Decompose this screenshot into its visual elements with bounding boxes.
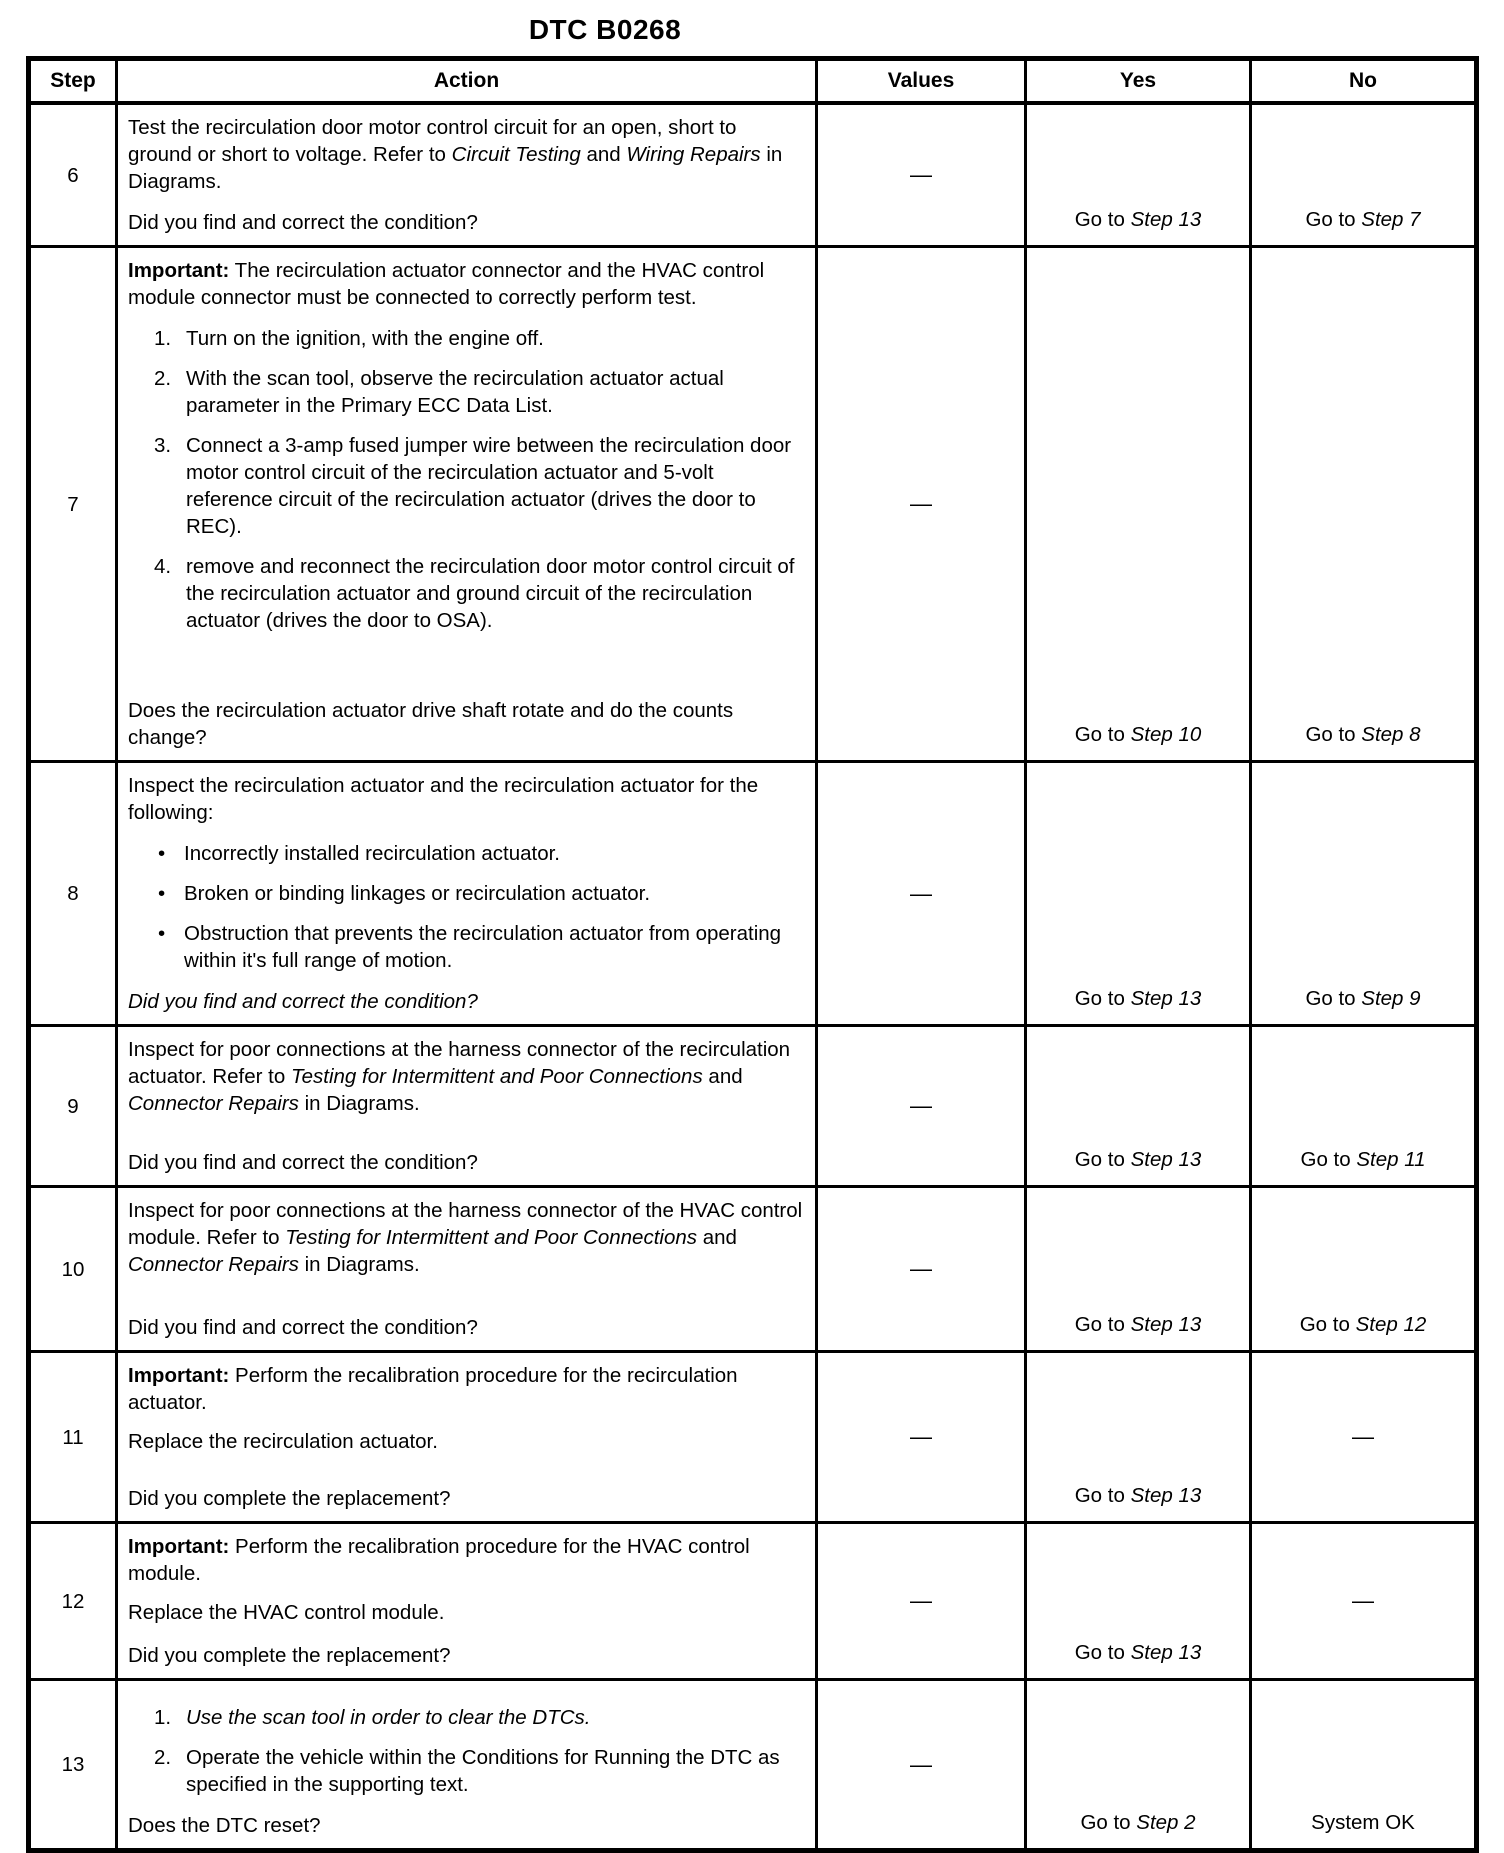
text-run: in Diagrams. bbox=[298, 1092, 420, 1115]
action-cell bbox=[117, 1523, 817, 1680]
text-run: Step 13 bbox=[1130, 1484, 1202, 1507]
text-run: and bbox=[580, 143, 627, 166]
text-run: in Diagrams. bbox=[128, 143, 783, 193]
text-run: Go to bbox=[1305, 208, 1362, 231]
text-run: in Diagrams. bbox=[298, 1253, 420, 1276]
action-cell bbox=[117, 1352, 817, 1523]
table-row bbox=[29, 1523, 1477, 1680]
step-cell: 9 bbox=[29, 1026, 117, 1187]
action-question bbox=[128, 988, 803, 1015]
values-cell bbox=[817, 103, 1026, 247]
column-header-no: No bbox=[1251, 59, 1477, 104]
paragraph bbox=[128, 1599, 803, 1626]
list-item-text bbox=[186, 365, 803, 419]
text-run: and Poor Connections bbox=[494, 1226, 698, 1249]
list-number: 4. bbox=[154, 555, 172, 578]
yes-cell bbox=[1026, 103, 1251, 247]
text-run: Go to bbox=[1305, 723, 1362, 746]
step-cell: 10 bbox=[29, 1187, 117, 1352]
text-run: Connect a 3-amp fused jumper wire between the recirculation door motor control circuit of the recirculation actuator and 5-volt reference circuit of the recirculation actuator (drives the door to REC). bbox=[186, 434, 792, 538]
step-cell: 13 bbox=[29, 1680, 117, 1851]
column-header-yes: Yes bbox=[1026, 59, 1251, 104]
text-run: remove and reconnect the recirculation door motor control circuit of the recirculation actuator and ground circuit of the recirculation actuator (drives the door to OSA). bbox=[186, 555, 795, 632]
paragraph bbox=[128, 1533, 803, 1587]
text-run: and bbox=[697, 1226, 737, 1249]
table-row bbox=[29, 247, 1477, 762]
text-run: Did you find and correct the condition? bbox=[128, 1316, 478, 1339]
text-run: The recirculation actuator connector and the HVAC control module connector must be connected to correctly perform test. bbox=[128, 259, 765, 309]
paragraph bbox=[128, 114, 803, 195]
action-question bbox=[128, 1485, 803, 1512]
dash: — bbox=[910, 1256, 932, 1281]
text-run: Step 10 bbox=[1130, 723, 1202, 746]
step-cell: 7 bbox=[29, 247, 117, 762]
list-number: 1. bbox=[154, 1706, 172, 1729]
action-cell bbox=[117, 103, 817, 247]
action-question bbox=[128, 209, 803, 236]
text-run: Perform the recalibration procedure for the recirculation actuator. bbox=[128, 1364, 738, 1414]
text-run: Go to bbox=[1074, 1641, 1131, 1664]
text-run: Turn on the ignition, with the engine off. bbox=[186, 327, 544, 350]
action-cell bbox=[117, 1680, 817, 1851]
text-run: Test the recirculation door motor control circuit for an open, short to ground or short to voltage. Refer to bbox=[128, 116, 737, 166]
values-cell bbox=[817, 1680, 1026, 1851]
text-run: Important: bbox=[128, 1535, 230, 1558]
paragraph bbox=[128, 257, 803, 311]
yes-cell bbox=[1026, 1026, 1251, 1187]
dash: — bbox=[1352, 1588, 1374, 1613]
text-run: Step 7 bbox=[1361, 208, 1421, 231]
text-run: Step 12 bbox=[1355, 1313, 1427, 1336]
text-run: Did you complete the replacement? bbox=[128, 1487, 451, 1510]
yes-cell bbox=[1026, 1680, 1251, 1851]
text-run: Step 13 bbox=[1130, 1148, 1202, 1171]
no-cell bbox=[1251, 762, 1477, 1026]
list-item bbox=[158, 920, 803, 974]
paragraph bbox=[128, 1036, 803, 1117]
text-run: Replace the HVAC control module. bbox=[128, 1601, 445, 1624]
table-header bbox=[29, 59, 1477, 104]
text-run: Replace the recirculation actuator. bbox=[128, 1430, 438, 1453]
action-question bbox=[128, 697, 803, 751]
no-cell bbox=[1251, 1352, 1477, 1523]
text-run: Go to bbox=[1305, 987, 1362, 1010]
table-row bbox=[29, 1352, 1477, 1523]
paragraph bbox=[128, 1362, 803, 1416]
text-run: Connector Repairs bbox=[128, 1253, 299, 1276]
values-cell bbox=[817, 1026, 1026, 1187]
text-run: Did you find and correct the condition? bbox=[128, 1151, 478, 1174]
action-cell bbox=[117, 1026, 817, 1187]
text-run: Does the DTC reset? bbox=[128, 1814, 321, 1837]
text-run: System OK bbox=[1311, 1811, 1415, 1834]
page-title: DTC B0268 bbox=[528, 14, 682, 45]
table-row bbox=[29, 1187, 1477, 1352]
text-run: Go to bbox=[1074, 1148, 1131, 1171]
yes-cell bbox=[1026, 1187, 1251, 1352]
action-content bbox=[128, 1690, 803, 1839]
text-run: Testing for Intermittent bbox=[285, 1226, 489, 1249]
action-cell bbox=[117, 247, 817, 762]
action-blocks bbox=[128, 1197, 803, 1278]
values-cell bbox=[817, 1352, 1026, 1523]
no-cell bbox=[1251, 103, 1477, 247]
step-cell: 11 bbox=[29, 1352, 117, 1523]
text-run: Go to bbox=[1074, 1484, 1131, 1507]
action-blocks bbox=[128, 1036, 803, 1117]
numbered-list bbox=[154, 325, 803, 634]
text-run: With the scan tool, observe the recirculation actuator actual parameter in the Primary ECC Data List. bbox=[186, 367, 724, 417]
text-run: Go to bbox=[1074, 1313, 1131, 1336]
action-content bbox=[128, 257, 803, 751]
yes-cell bbox=[1026, 1523, 1251, 1680]
list-item-text bbox=[186, 432, 803, 540]
list-item-text bbox=[186, 1704, 803, 1731]
bullet-icon: • bbox=[158, 882, 166, 905]
text-run: Obstruction that prevents the recirculation actuator from operating within it's full range of motion. bbox=[184, 922, 782, 972]
action-cell bbox=[117, 1187, 817, 1352]
action-question bbox=[128, 1642, 803, 1669]
text-run: Step 8 bbox=[1361, 723, 1421, 746]
list-number: 2. bbox=[154, 367, 172, 390]
no-cell bbox=[1251, 247, 1477, 762]
step-cell: 8 bbox=[29, 762, 117, 1026]
values-cell bbox=[817, 762, 1026, 1026]
list-item-text bbox=[184, 920, 803, 974]
dash: — bbox=[910, 880, 932, 906]
text-run: Step 9 bbox=[1361, 987, 1421, 1010]
action-blocks bbox=[128, 772, 803, 974]
text-run: Go to bbox=[1074, 723, 1131, 746]
step-cell: 6 bbox=[29, 103, 117, 247]
list-item bbox=[154, 365, 803, 419]
list-item-text bbox=[184, 880, 803, 907]
action-blocks bbox=[128, 1533, 803, 1626]
text-run: Inspect for poor connections at the harness connector of the recirculation actuator. Refer to bbox=[128, 1038, 791, 1088]
text-run: Step 13 bbox=[1130, 208, 1202, 231]
action-cell bbox=[117, 762, 817, 1026]
values-cell bbox=[817, 247, 1026, 762]
paragraph bbox=[128, 1428, 803, 1455]
diagnostic-table bbox=[26, 56, 1479, 1853]
list-item bbox=[154, 553, 803, 634]
paragraph bbox=[128, 772, 803, 826]
list-number: 3. bbox=[154, 434, 172, 457]
text-run: Important: bbox=[128, 259, 230, 282]
table-row bbox=[29, 103, 1477, 247]
list-item-text bbox=[186, 1744, 803, 1798]
list-item bbox=[154, 1744, 803, 1798]
text-run: Go to bbox=[1299, 1313, 1356, 1336]
text-run: Step 2 bbox=[1136, 1811, 1196, 1834]
text-run: Inspect for poor connections at the harness connector of the HVAC control module. Refer to bbox=[128, 1199, 803, 1249]
no-cell bbox=[1251, 1026, 1477, 1187]
dash: — bbox=[910, 1093, 932, 1118]
action-blocks bbox=[128, 1362, 803, 1455]
yes-cell bbox=[1026, 247, 1251, 762]
text-run: Step 13 bbox=[1130, 1313, 1202, 1336]
action-content bbox=[128, 114, 803, 236]
text-run: Step 13 bbox=[1130, 987, 1202, 1010]
yes-cell bbox=[1026, 1352, 1251, 1523]
text-run: Step 11 bbox=[1356, 1148, 1426, 1171]
action-content bbox=[128, 1036, 803, 1176]
yes-cell bbox=[1026, 762, 1251, 1026]
column-header-step: Step bbox=[29, 59, 117, 104]
action-question bbox=[128, 1149, 803, 1176]
text-run: Connector Repairs bbox=[128, 1092, 299, 1115]
text-run: Operate the vehicle within the Conditions for Running the DTC as specified in the supporting text. bbox=[186, 1746, 780, 1796]
text-run: Broken or binding linkages or recirculation actuator. bbox=[184, 882, 651, 905]
text-run: Testing for Intermittent and Poor Connections bbox=[290, 1065, 703, 1088]
dash: — bbox=[910, 491, 932, 516]
dash: — bbox=[910, 1424, 932, 1449]
step-cell: 12 bbox=[29, 1523, 117, 1680]
action-content bbox=[128, 1533, 803, 1669]
text-run: Did you complete the replacement? bbox=[128, 1644, 451, 1667]
dash: — bbox=[1352, 1424, 1374, 1449]
no-cell bbox=[1251, 1523, 1477, 1680]
text-run: Inspect the recirculation actuator and the recirculation actuator for the following: bbox=[128, 774, 759, 824]
column-header-values: Values bbox=[817, 59, 1026, 104]
text-run: Perform the recalibration procedure for the HVAC control module. bbox=[128, 1535, 750, 1585]
text-run: Wiring Repairs bbox=[626, 143, 761, 166]
action-content bbox=[128, 1362, 803, 1512]
bullet-icon: • bbox=[158, 842, 166, 865]
no-cell bbox=[1251, 1187, 1477, 1352]
list-item-text bbox=[184, 840, 803, 867]
text-run: Use the scan tool in order to clear the DTCs. bbox=[186, 1706, 591, 1729]
list-item bbox=[154, 1704, 803, 1731]
values-cell bbox=[817, 1187, 1026, 1352]
dash: — bbox=[910, 1588, 932, 1613]
list-item bbox=[154, 325, 803, 352]
table-row bbox=[29, 1680, 1477, 1851]
list-item bbox=[158, 880, 803, 907]
column-header-action: Action bbox=[117, 59, 817, 104]
table-row bbox=[29, 1026, 1477, 1187]
header-row bbox=[29, 59, 1477, 104]
list-item bbox=[154, 432, 803, 540]
text-run: Important: bbox=[128, 1364, 230, 1387]
action-question bbox=[128, 1314, 803, 1341]
text-run: Step 13 bbox=[1130, 1641, 1202, 1664]
text-run: and bbox=[702, 1065, 743, 1088]
action-blocks bbox=[128, 257, 803, 634]
text-run: Does the recirculation actuator drive shaft rotate and do the counts change? bbox=[128, 699, 734, 749]
bullet-icon: • bbox=[158, 922, 166, 945]
list-item-text bbox=[186, 325, 803, 352]
text-run: Go to bbox=[1300, 1148, 1357, 1171]
text-run: Circuit Testing bbox=[451, 143, 581, 166]
action-question bbox=[128, 1812, 803, 1839]
list-number: 2. bbox=[154, 1746, 172, 1769]
list-number: 1. bbox=[154, 327, 172, 350]
action-content bbox=[128, 772, 803, 1015]
dash: — bbox=[910, 162, 932, 187]
bullet-list bbox=[158, 840, 803, 974]
text-run: Did you find and correct the condition? bbox=[128, 990, 478, 1013]
list-item-text bbox=[186, 553, 803, 634]
text-run: Incorrectly installed recirculation actuator. bbox=[184, 842, 561, 865]
text-run: Go to bbox=[1080, 1811, 1137, 1834]
table-row bbox=[29, 762, 1477, 1026]
dash: — bbox=[910, 1751, 932, 1777]
action-content bbox=[128, 1197, 803, 1341]
list-item bbox=[158, 840, 803, 867]
text-run: Did you find and correct the condition? bbox=[128, 211, 478, 234]
text-run: Go to bbox=[1074, 987, 1131, 1010]
paragraph bbox=[128, 1197, 803, 1278]
text-run: Go to bbox=[1074, 208, 1131, 231]
table-body bbox=[29, 103, 1477, 1851]
values-cell bbox=[817, 1523, 1026, 1680]
no-cell bbox=[1251, 1680, 1477, 1851]
action-blocks bbox=[128, 114, 803, 195]
action-blocks bbox=[128, 1690, 803, 1798]
numbered-list bbox=[154, 1704, 803, 1798]
